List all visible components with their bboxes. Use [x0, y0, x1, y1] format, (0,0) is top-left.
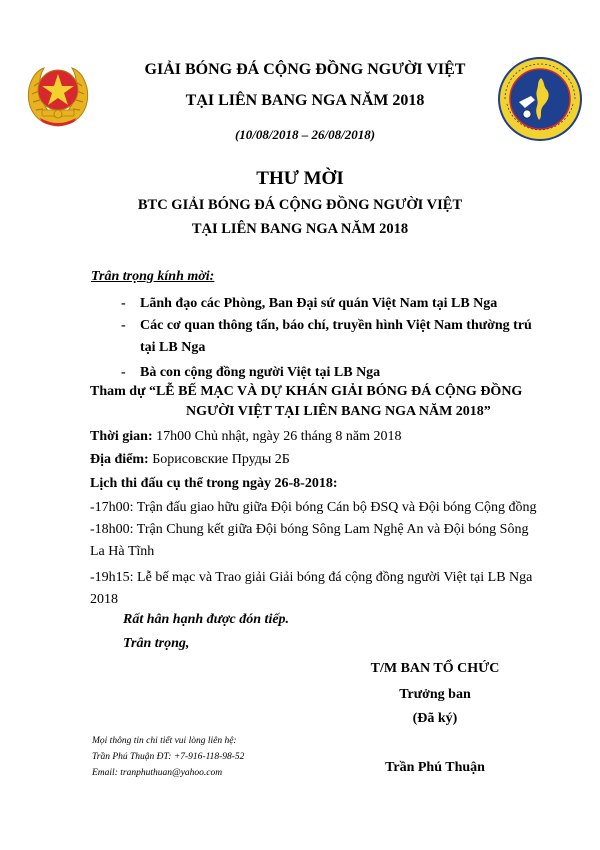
- invitee-dash: -: [121, 318, 126, 333]
- closing-welcome: Rất hân hạnh được đón tiếp.: [123, 612, 290, 627]
- invitee-item: Lãnh đạo các Phòng, Ban Đại sứ quán Việt Nam tại LB Nga: [140, 296, 498, 311]
- contact-phone: Trần Phú Thuận ĐT: +7-916-118-98-52: [92, 752, 245, 762]
- contact-email: Email: tranphuthuan@yahoo.com: [92, 768, 223, 778]
- closing-regards: Trân trọng,: [123, 636, 190, 651]
- time-label: Thời gian:: [90, 429, 153, 444]
- place-value: Борисовские Пруды 2Б: [148, 452, 290, 467]
- tournament-title-line2: TẠI LIÊN BANG NGA NĂM 2018: [185, 92, 425, 109]
- contact-intro: Mọi thông tin chi tiết vui lòng liên hệ:: [92, 736, 237, 746]
- attend-line1: Tham dự “LỄ BẾ MẠC VÀ DỰ KHÁN GIẢI BÓNG ĐÁ CỘNG ĐỒNG: [90, 384, 523, 399]
- signature-position: Trưởng ban: [399, 687, 471, 702]
- schedule-item-cont: 2018: [90, 592, 118, 607]
- signature-org: T/M BAN TỔ CHỨC: [370, 661, 500, 676]
- signature-signed: (Đã ký): [412, 711, 458, 726]
- tournament-logo-icon: [497, 56, 583, 142]
- event-time: [90, 429, 401, 445]
- attend-line2: NGƯỜI VIỆT TẠI LIÊN BANG NGA NĂM 2018”: [186, 404, 491, 419]
- invitee-dash: -: [121, 296, 126, 311]
- schedule-item: -19h15: Lễ bế mạc và Trao giải Giải bóng đá cộng đồng người Việt tại LB Nga: [90, 570, 533, 585]
- tournament-title-line1: GIẢI BÓNG ĐÁ CỘNG ĐỒNG NGƯỜI VIỆT: [144, 61, 466, 78]
- event-place: [90, 452, 290, 468]
- letter-title: THƯ MỜI: [256, 168, 344, 189]
- organizer-line2: TẠI LIÊN BANG NGA NĂM 2018: [191, 221, 409, 237]
- schedule-item: -17h00: Trận đấu giao hữu giữa Đội bóng Cán bộ ĐSQ và Đội bóng Cộng đồng: [90, 500, 537, 515]
- greeting: Trân trọng kính mời:: [91, 269, 215, 284]
- schedule-title: Lịch thi đấu cụ thể trong ngày 26-8-2018:: [90, 476, 338, 491]
- invitee-item: Các cơ quan thông tấn, báo chí, truyền hình Việt Nam thường trú: [140, 318, 532, 333]
- time-value: 17h00 Chủ nhật, ngày 26 tháng 8 năm 2018: [152, 429, 402, 444]
- invitee-dash: -: [121, 365, 126, 380]
- invitee-item-cont: tại LB Nga: [140, 340, 206, 355]
- schedule-item-cont: La Hà Tĩnh: [90, 544, 155, 559]
- schedule-item: -18h00: Trận Chung kết giữa Đội bóng Sông Lam Nghệ An và Đội bóng Sông: [90, 522, 529, 537]
- place-label: Địa điểm:: [90, 452, 149, 467]
- signature-name: Trần Phú Thuận: [385, 760, 485, 775]
- national-emblem-icon: [22, 58, 94, 130]
- invitee-item: Bà con cộng đồng người Việt tại LB Nga: [140, 365, 381, 380]
- tournament-dates: (10/08/2018 – 26/08/2018): [234, 127, 376, 142]
- organizer-line1: BTC GIẢI BÓNG ĐÁ CỘNG ĐỒNG NGƯỜI VIỆT: [137, 197, 463, 213]
